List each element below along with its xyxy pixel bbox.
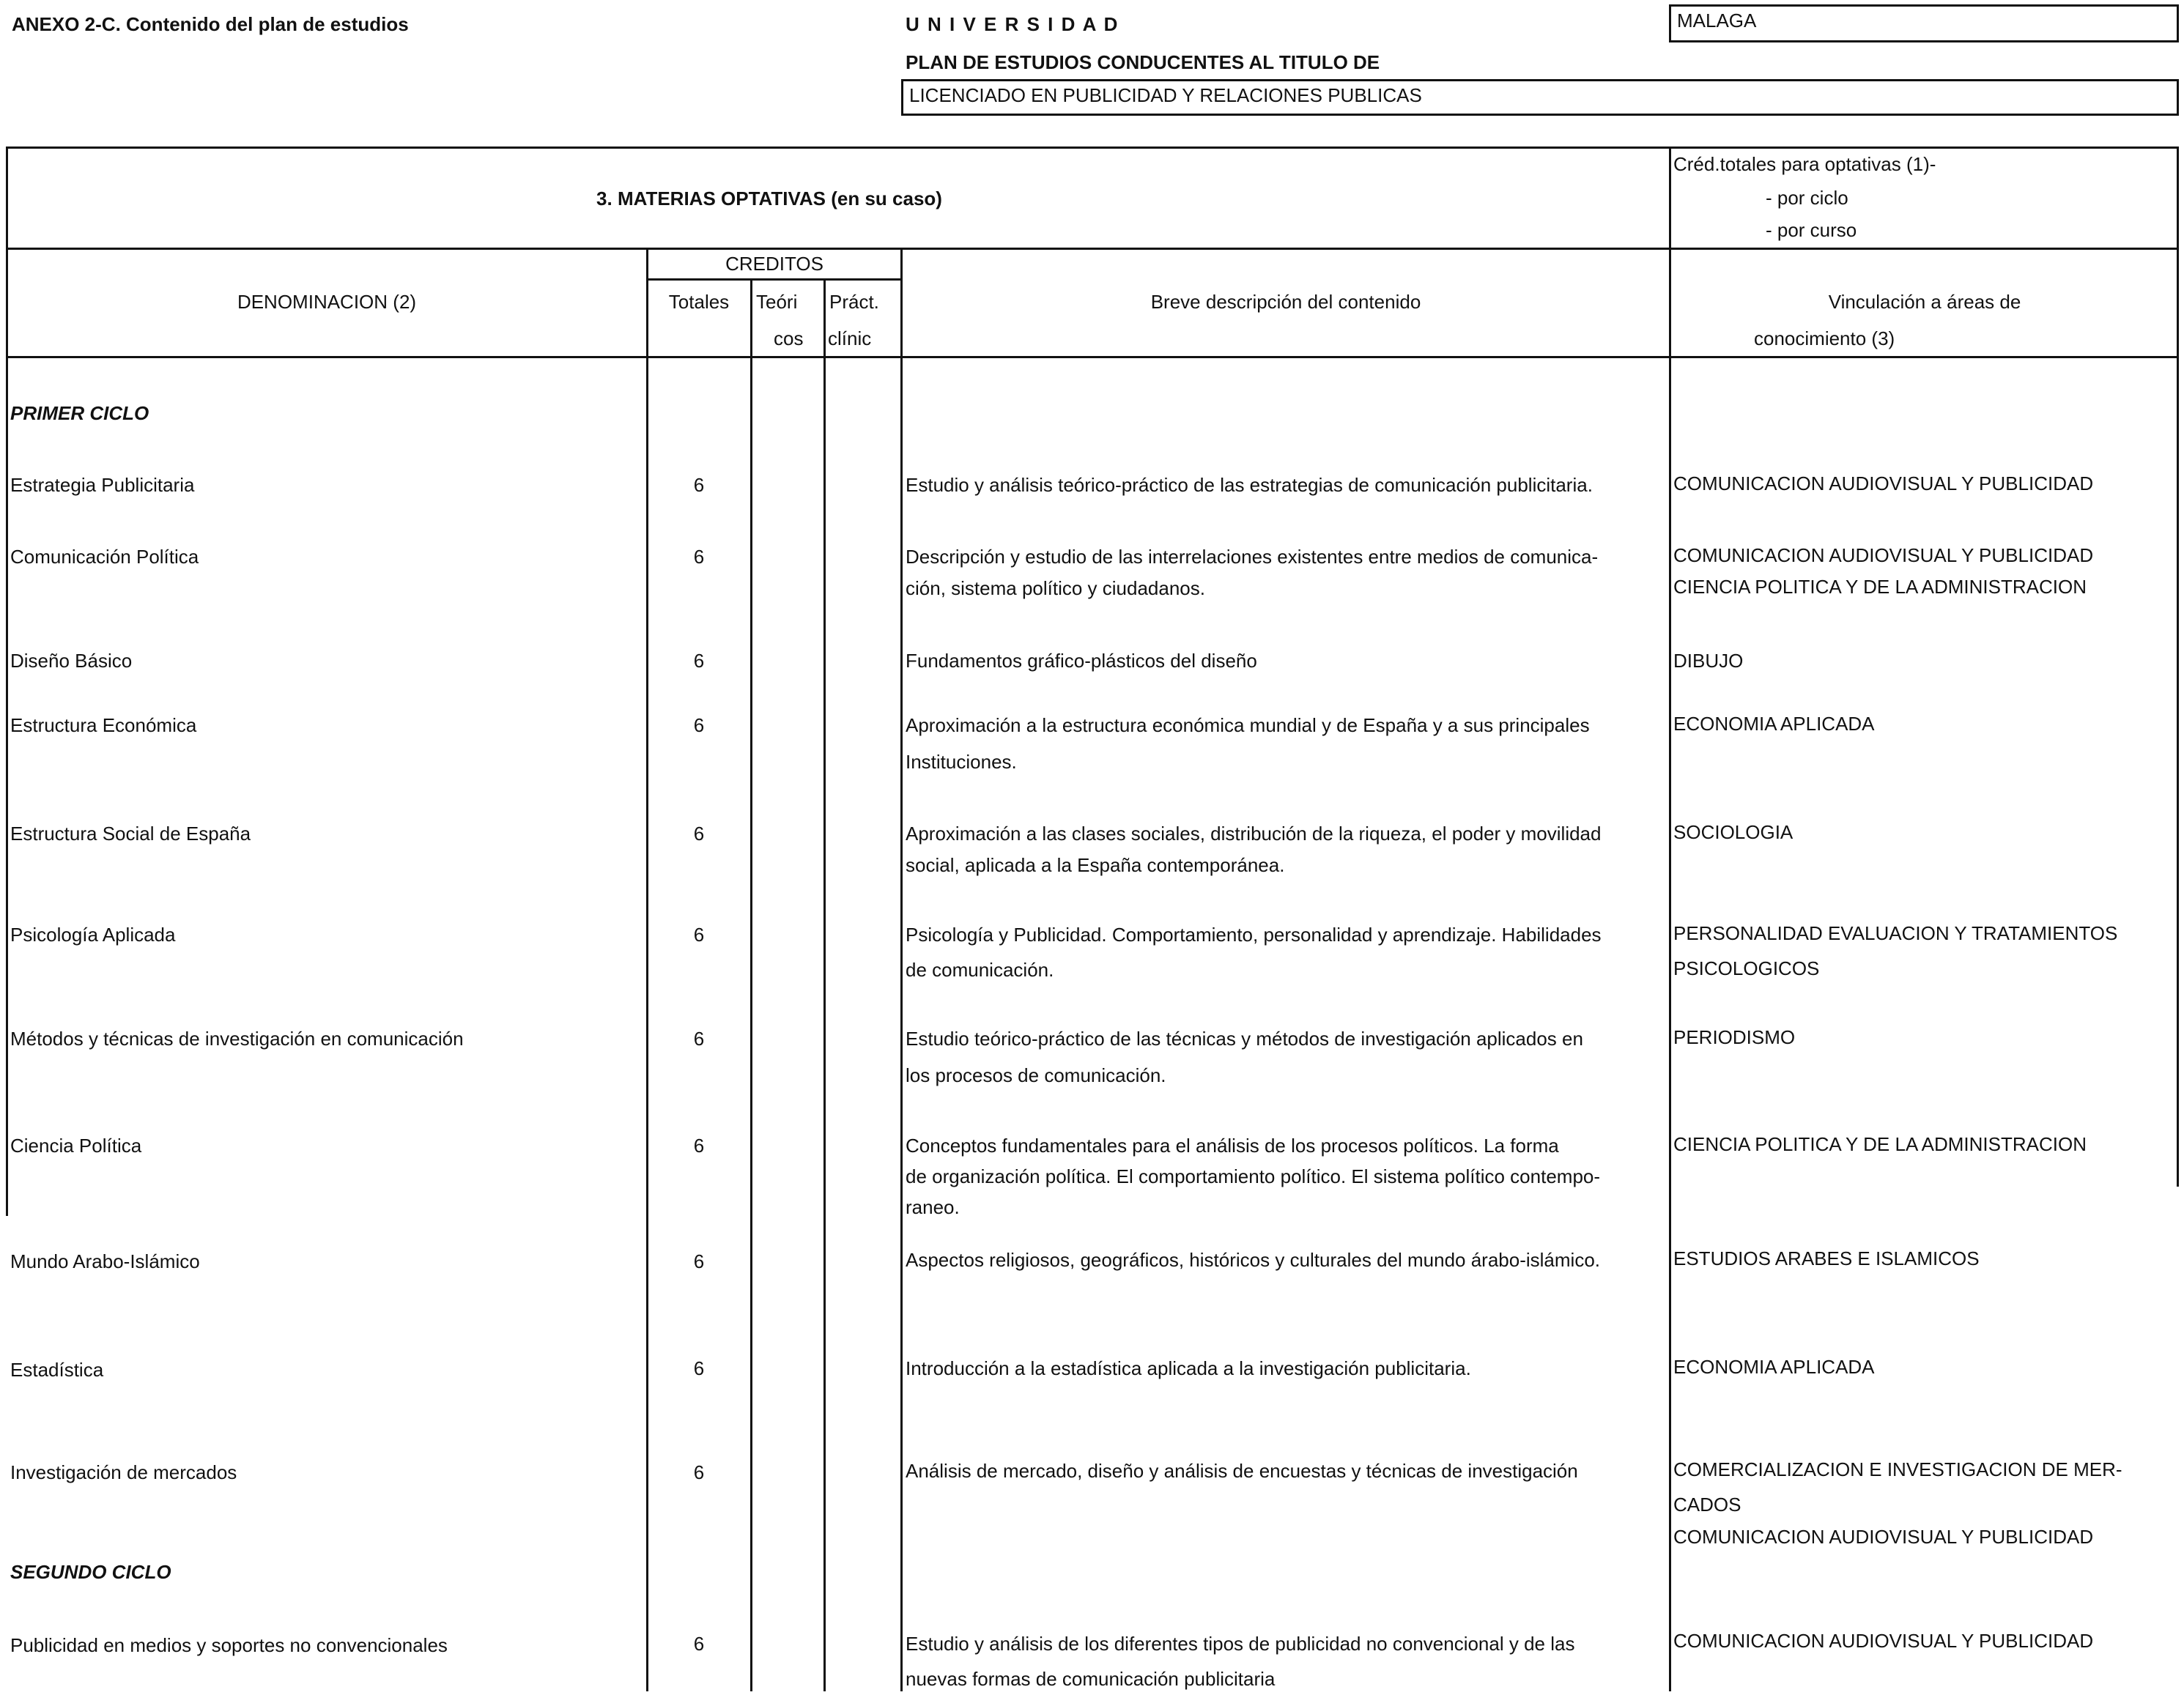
subject-credits: 6 — [693, 1461, 705, 1483]
subject-credits: 6 — [693, 546, 705, 568]
subject-name: Ciencia Política — [10, 1135, 142, 1157]
plan-label: PLAN DE ESTUDIOS CONDUCENTES AL TITULO DE — [906, 51, 1380, 73]
col-header-creditos: CREDITOS — [725, 253, 823, 275]
subject-desc-line: de organización política. El comportamiento político. El sistema político contempo- — [906, 1165, 1601, 1187]
subject-desc-line: Análisis de mercado, diseño y análisis de encuestas y técnicas de investigación — [906, 1460, 1578, 1482]
subject-credits: 6 — [693, 714, 705, 736]
subject-area-line: CIENCIA POLITICA Y DE LA ADMINISTRACION — [1673, 576, 2087, 598]
subject-name: Estructura Social de España — [10, 823, 251, 845]
col-header-denominacion: DENOMINACION (2) — [237, 291, 417, 313]
subject-desc-line: Aspectos religiosos, geográficos, históricos y culturales del mundo árabo-islámico. — [906, 1249, 1600, 1271]
table-title: 3. MATERIAS OPTATIVAS (en su caso) — [596, 188, 942, 209]
subject-name: Estadística — [10, 1359, 104, 1381]
col-header-practicos-2: clínic — [828, 327, 872, 349]
subject-desc-line: Descripción y estudio de las interrelaciones existentes entre medios de comunica- — [906, 546, 1599, 568]
subject-credits: 6 — [693, 1357, 705, 1379]
col-header-vinculacion-2: conocimiento (3) — [1754, 327, 1895, 349]
section-title-segundo-ciclo: SEGUNDO CICLO — [10, 1561, 171, 1583]
subject-area-line: COMUNICACION AUDIOVISUAL Y PUBLICIDAD — [1673, 544, 2094, 566]
credits-note-line-1: Créd.totales para optativas (1)- — [1673, 153, 1936, 175]
subject-credits: 6 — [693, 474, 705, 496]
university-field: MALAGA — [1669, 4, 2179, 42]
subject-name: Diseño Básico — [10, 650, 133, 672]
subject-name: Mundo Arabo-Islámico — [10, 1250, 200, 1272]
subject-area-line: COMUNICACION AUDIOVISUAL Y PUBLICIDAD — [1673, 1630, 2094, 1652]
subject-desc-line: Psicología y Publicidad. Comportamiento, personalidad y aprendizaje. Habilidades — [906, 924, 1602, 946]
subject-credits: 6 — [693, 1250, 705, 1272]
subject-desc-line: Aproximación a la estructura económica mundial y de España y a sus principales — [906, 714, 1590, 736]
subject-area-line: ECONOMIA APLICADA — [1673, 713, 1875, 735]
subject-desc-line: Fundamentos gráfico-plásticos del diseño — [906, 650, 1257, 672]
subject-area-line: DIBUJO — [1673, 650, 1744, 672]
subject-name: Estructura Económica — [10, 714, 197, 736]
subject-desc-line: de comunicación. — [906, 959, 1054, 981]
subject-credits: 6 — [693, 1135, 705, 1157]
subject-area-line: ECONOMIA APLICADA — [1673, 1356, 1875, 1378]
subject-name: Psicología Aplicada — [10, 924, 176, 946]
subject-desc-line: Aproximación a las clases sociales, distribución de la riqueza, el poder y movilidad — [906, 823, 1602, 845]
subject-desc-line: social, aplicada a la España contemporánea. — [906, 854, 1285, 876]
credits-note-line-2: - por ciclo — [1766, 187, 1848, 209]
subject-name: Estrategia Publicitaria — [10, 474, 195, 496]
university-label: U N I V E R S I D A D — [906, 13, 1119, 35]
subject-desc-line: Introducción a la estadística aplicada a la investigación publicitaria. — [906, 1357, 1471, 1379]
subject-desc-line: raneo. — [906, 1196, 960, 1218]
col-header-descripcion: Breve descripción del contenido — [1150, 291, 1421, 313]
annex-title: ANEXO 2-C. Contenido del plan de estudios — [12, 13, 409, 35]
subject-desc-line: Estudio y análisis teórico-práctico de las estrategias de comunicación publicitaria. — [906, 474, 1593, 496]
subject-desc-line: ción, sistema político y ciudadanos. — [906, 577, 1205, 599]
col-header-teoricos-1: Teóri — [756, 291, 798, 313]
subject-credits: 6 — [693, 924, 705, 946]
subject-area-line: CADOS — [1673, 1494, 1741, 1516]
subject-area-line: PSICOLOGICOS — [1673, 957, 1820, 979]
credits-note-line-3: - por curso — [1766, 219, 1857, 241]
col-header-teoricos-2: cos — [774, 327, 804, 349]
col-header-totales: Totales — [668, 291, 730, 313]
subject-name: Investigación de mercados — [10, 1461, 237, 1483]
subject-credits: 6 — [693, 823, 705, 845]
subject-desc-line: Instituciones. — [906, 751, 1017, 773]
subject-desc-line: nuevas formas de comunicación publicitaria — [906, 1668, 1276, 1690]
subject-area-line: PERSONALIDAD EVALUACION Y TRATAMIENTOS — [1673, 922, 2118, 944]
col-header-vinculacion-1: Vinculación a áreas de — [1828, 291, 2021, 313]
subject-area-line: COMUNICACION AUDIOVISUAL Y PUBLICIDAD — [1673, 472, 2094, 494]
col-header-practicos-1: Práct. — [829, 291, 879, 313]
degree-field: LICENCIADO EN PUBLICIDAD Y RELACIONES PUBLICAS — [901, 79, 2179, 116]
subject-credits: 6 — [693, 1028, 705, 1050]
subject-area-line: SOCIOLOGIA — [1673, 821, 1794, 843]
subject-area-line: COMUNICACION AUDIOVISUAL Y PUBLICIDAD — [1673, 1526, 2094, 1548]
subject-name: Publicidad en medios y soportes no convencionales — [10, 1634, 448, 1656]
subject-credits: 6 — [693, 650, 705, 672]
subject-desc-line: Conceptos fundamentales para el análisis de los procesos políticos. La forma — [906, 1135, 1559, 1157]
subject-area-line: PERIODISMO — [1673, 1026, 1796, 1048]
subject-desc-line: Estudio teórico-práctico de las técnicas y métodos de investigación aplicados en — [906, 1028, 1583, 1050]
subject-name: Comunicación Política — [10, 546, 199, 568]
subject-desc-line: los procesos de comunicación. — [906, 1064, 1166, 1086]
subject-desc-line: Estudio y análisis de los diferentes tipos de publicidad no convencional y de las — [906, 1633, 1575, 1655]
section-title-primer-ciclo: PRIMER CICLO — [10, 402, 149, 424]
subject-area-line: COMERCIALIZACION E INVESTIGACION DE MER- — [1673, 1458, 2122, 1480]
subject-name: Métodos y técnicas de investigación en comunicación — [10, 1028, 464, 1050]
subject-credits: 6 — [693, 1633, 705, 1655]
subject-area-line: CIENCIA POLITICA Y DE LA ADMINISTRACION — [1673, 1133, 2087, 1155]
subject-area-line: ESTUDIOS ARABES E ISLAMICOS — [1673, 1247, 1980, 1269]
